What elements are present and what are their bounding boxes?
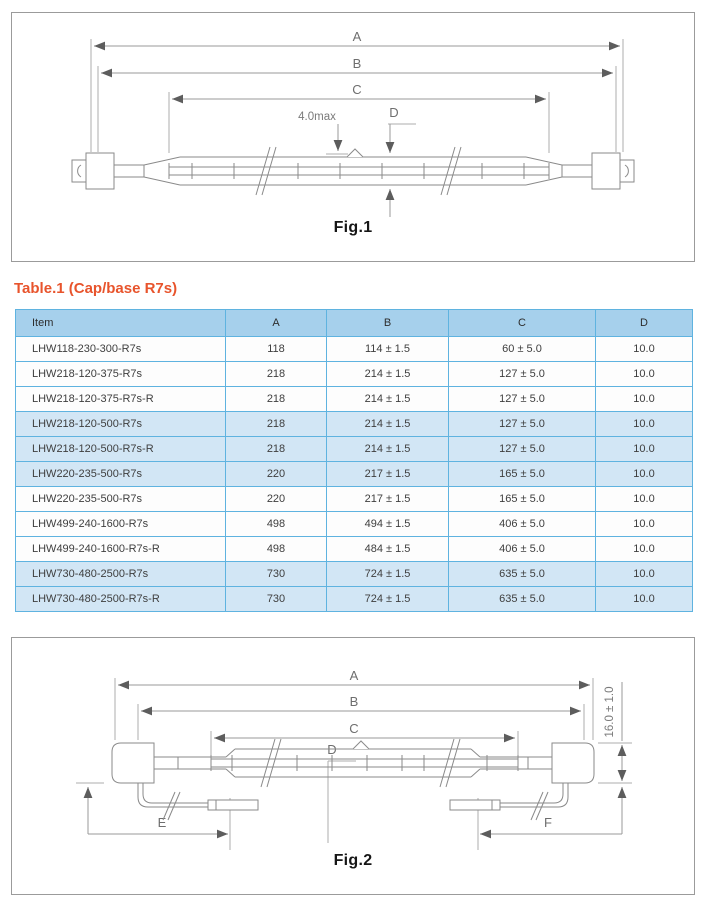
table-row xyxy=(16,462,693,487)
dim-b-cell: 214 ± 1.5 xyxy=(327,362,449,387)
dim-c-cell: 60 ± 5.0 xyxy=(449,337,596,362)
item-cell: LHW218-120-375-R7s xyxy=(16,362,226,387)
column-header-item: Item xyxy=(16,310,226,337)
fig2-dim-label-f: F xyxy=(544,815,552,830)
dim-d-cell: 10.0 xyxy=(596,362,693,387)
dim-b-cell: 724 ± 1.5 xyxy=(327,587,449,612)
item-cell: LHW499-240-1600-R7s-R xyxy=(16,537,226,562)
dim-b-cell: 214 ± 1.5 xyxy=(327,412,449,437)
fig1-max-annotation: 4.0max xyxy=(298,111,336,123)
fig2-panel xyxy=(11,637,695,895)
dim-a-cell: 218 xyxy=(226,387,327,412)
dim-d-cell: 10.0 xyxy=(596,512,693,537)
spec-table-header xyxy=(16,310,693,337)
table-row xyxy=(16,512,693,537)
table-row xyxy=(16,362,693,387)
table-row xyxy=(16,587,693,612)
fig2-cap-height-annotation: 16.0 ± 1.0 xyxy=(604,686,616,738)
table-row xyxy=(16,337,693,362)
dim-c-cell: 127 ± 5.0 xyxy=(449,362,596,387)
dim-d-cell: 10.0 xyxy=(596,337,693,362)
dim-c-cell: 165 ± 5.0 xyxy=(449,487,596,512)
dim-c-cell: 127 ± 5.0 xyxy=(449,387,596,412)
table-row xyxy=(16,387,693,412)
dim-c-cell: 406 ± 5.0 xyxy=(449,512,596,537)
dim-b-cell: 114 ± 1.5 xyxy=(327,337,449,362)
dim-c-cell: 635 ± 5.0 xyxy=(449,562,596,587)
item-cell: LHW220-235-500-R7s xyxy=(16,487,226,512)
dim-c-cell: 165 ± 5.0 xyxy=(449,462,596,487)
fig2-dim-label-e: E xyxy=(157,815,167,830)
spec-table-body xyxy=(16,337,693,612)
dim-a-cell: 218 xyxy=(226,437,327,462)
dim-c-cell: 127 ± 5.0 xyxy=(449,412,596,437)
dim-c-cell: 635 ± 5.0 xyxy=(449,587,596,612)
dim-d-cell: 10.0 xyxy=(596,437,693,462)
fig1-dim-label-d: D xyxy=(389,105,399,120)
item-cell: LHW730-480-2500-R7s-R xyxy=(16,587,226,612)
dim-a-cell: 118 xyxy=(226,337,327,362)
column-header-b: B xyxy=(327,310,449,337)
dim-c-cell: 406 ± 5.0 xyxy=(449,537,596,562)
table-row xyxy=(16,412,693,437)
fig1-dim-label-a: A xyxy=(352,29,362,44)
fig2-dim-label-b: B xyxy=(349,694,359,709)
item-cell: LHW218-120-500-R7s-R xyxy=(16,437,226,462)
fig1-dim-label-b: B xyxy=(352,56,362,71)
dim-a-cell: 218 xyxy=(226,362,327,387)
dim-d-cell: 10.0 xyxy=(596,387,693,412)
dim-b-cell: 214 ± 1.5 xyxy=(327,387,449,412)
fig2-dim-label-d: D xyxy=(327,742,337,757)
item-cell: LHW730-480-2500-R7s xyxy=(16,562,226,587)
table-row xyxy=(16,562,693,587)
fig1-lamp-body xyxy=(72,147,634,195)
column-header-c: C xyxy=(449,310,596,337)
column-header-a: A xyxy=(226,310,327,337)
item-cell: LHW499-240-1600-R7s xyxy=(16,512,226,537)
spec-table xyxy=(15,309,693,612)
fig2-lamp-body xyxy=(112,739,594,787)
dim-b-cell: 214 ± 1.5 xyxy=(327,437,449,462)
fig2-exhaust-tip xyxy=(353,741,369,749)
item-cell: LHW118-230-300-R7s xyxy=(16,337,226,362)
dim-d-cell: 10.0 xyxy=(596,537,693,562)
fig1-panel xyxy=(11,12,695,262)
dim-b-cell: 217 ± 1.5 xyxy=(327,487,449,512)
fig1-caption: Fig.1 xyxy=(333,219,373,236)
dim-a-cell: 498 xyxy=(226,537,327,562)
dim-a-cell: 730 xyxy=(226,587,327,612)
dim-d-cell: 10.0 xyxy=(596,462,693,487)
dim-a-cell: 218 xyxy=(226,412,327,437)
dim-a-cell: 498 xyxy=(226,512,327,537)
dim-c-cell: 127 ± 5.0 xyxy=(449,437,596,462)
table-title: Table.1 (Cap/base R7s) xyxy=(14,280,178,297)
dim-b-cell: 724 ± 1.5 xyxy=(327,562,449,587)
dim-b-cell: 484 ± 1.5 xyxy=(327,537,449,562)
dim-b-cell: 494 ± 1.5 xyxy=(327,512,449,537)
fig1-dim-label-c: C xyxy=(352,82,362,97)
table-row xyxy=(16,537,693,562)
item-cell: LHW218-120-500-R7s xyxy=(16,412,226,437)
fig2-dim-label-a: A xyxy=(349,668,359,683)
item-cell: LHW220-235-500-R7s xyxy=(16,462,226,487)
dim-d-cell: 10.0 xyxy=(596,587,693,612)
dim-a-cell: 730 xyxy=(226,562,327,587)
dim-a-cell: 220 xyxy=(226,462,327,487)
dim-a-cell: 220 xyxy=(226,487,327,512)
fig2-lead-wires xyxy=(138,783,568,820)
dim-d-cell: 10.0 xyxy=(596,412,693,437)
dim-b-cell: 217 ± 1.5 xyxy=(327,462,449,487)
table-row xyxy=(16,437,693,462)
fig2-dim-label-c: C xyxy=(349,721,359,736)
table-row xyxy=(16,487,693,512)
column-header-d: D xyxy=(596,310,693,337)
dim-d-cell: 10.0 xyxy=(596,562,693,587)
dim-d-cell: 10.0 xyxy=(596,487,693,512)
item-cell: LHW218-120-375-R7s-R xyxy=(16,387,226,412)
fig2-caption: Fig.2 xyxy=(333,852,373,869)
fig1-exhaust-tip xyxy=(347,149,363,157)
